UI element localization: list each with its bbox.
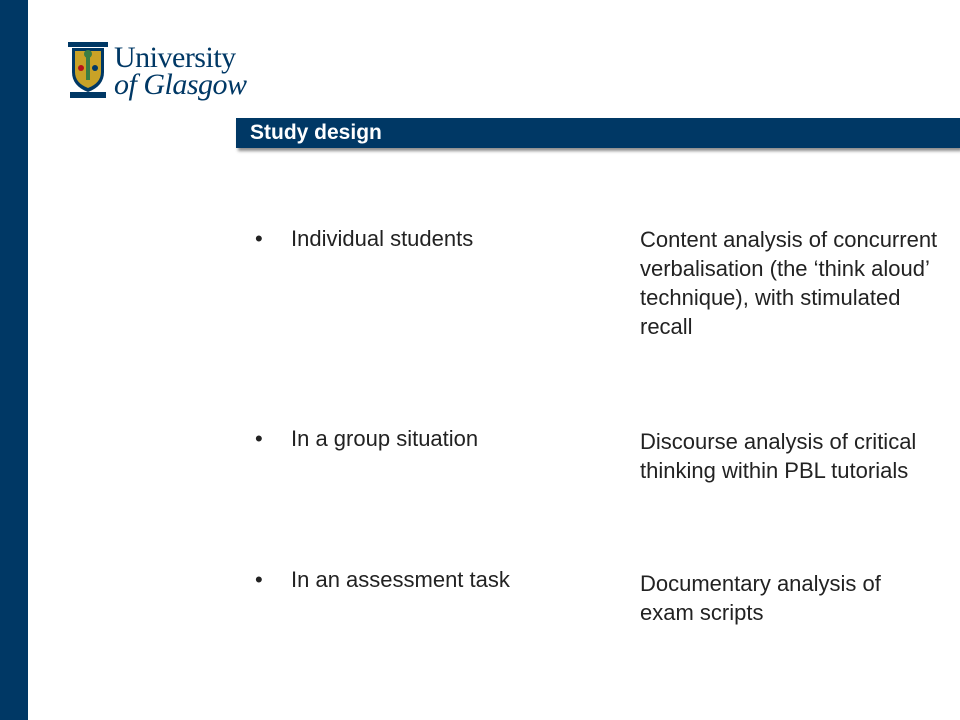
logo-line-1: University — [114, 41, 236, 74]
bullet-dot: • — [255, 226, 263, 251]
university-logo — [68, 42, 248, 104]
row-description: Content analysis of concurrent verbalisation (the ‘think aloud’ technique), with stimulated recall — [640, 227, 938, 339]
bullet-label: In a group situation — [291, 426, 479, 451]
bullet-label: In an assessment task — [291, 567, 510, 592]
left-accent-bar — [0, 0, 28, 720]
row-description: Documentary analysis of exam scripts — [640, 571, 881, 625]
bullet-dot: • — [255, 567, 263, 592]
bullet-label: Individual students — [291, 226, 474, 251]
page-title: Study design — [250, 121, 382, 144]
logo-wordmark — [114, 41, 247, 101]
row-description: Discourse analysis of critical thinking within PBL tutorials — [640, 429, 917, 483]
bullet-dot: • — [255, 426, 263, 451]
title-bar — [236, 118, 960, 148]
crest-icon — [68, 42, 108, 100]
logo-line-2: of Glasgow — [114, 68, 247, 101]
